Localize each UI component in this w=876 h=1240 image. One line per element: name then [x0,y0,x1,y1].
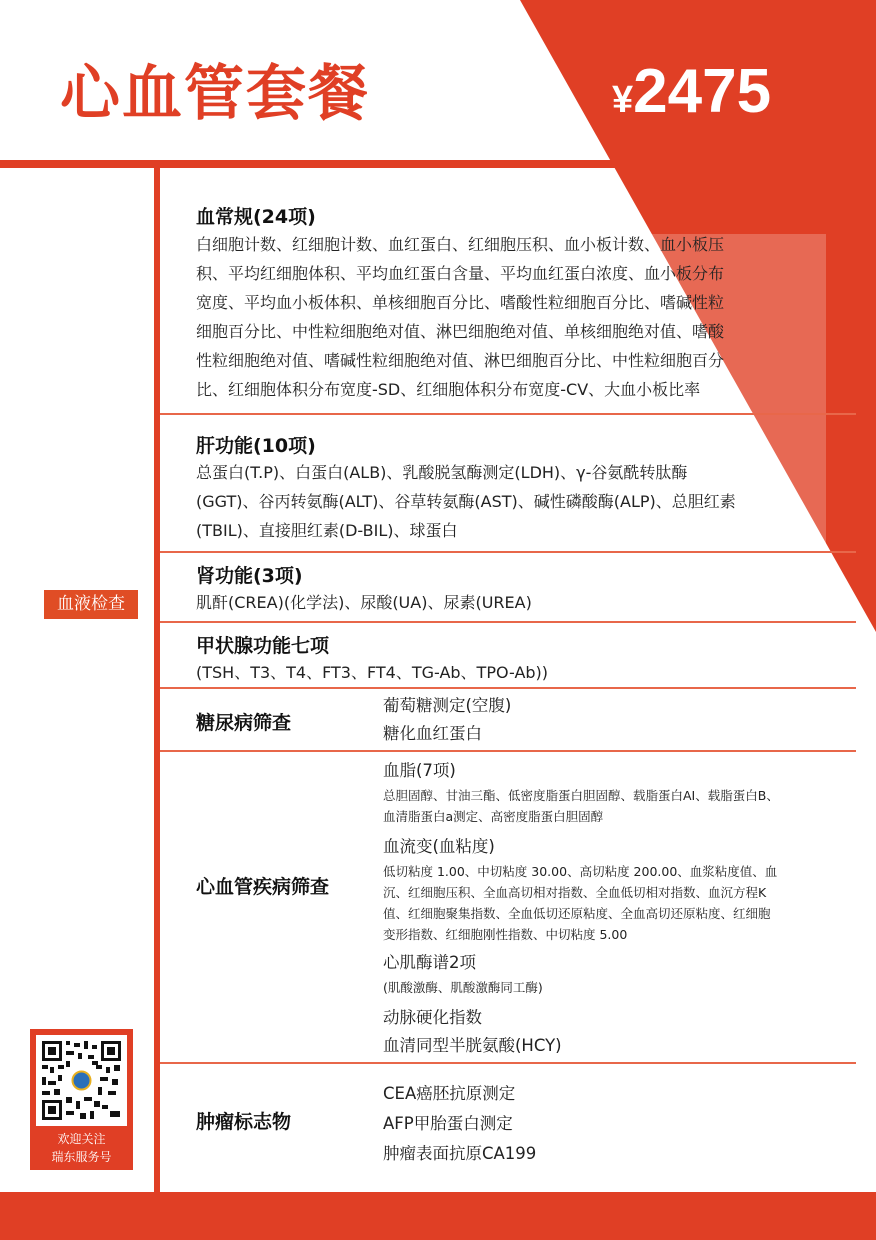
group-body [383,785,779,827]
category-label-blood-test: 血液检查 [44,590,138,619]
price-tag [612,56,771,127]
section-body [196,658,548,687]
header-divider [0,160,615,168]
list-item: 血清同型半胱氨酸(HCY) [383,1036,562,1055]
section-thyroid-function [196,631,548,687]
text-line: 白细胞计数、红细胞计数、血红蛋白、红细胞压积、血小板计数、血小板压 [196,235,725,254]
qr-caption-line2: 瑞东服务号 [51,1150,112,1164]
section-blood-routine [196,202,724,404]
text-line: 细胞百分比、中性粒细胞绝对值、淋巴细胞绝对值、单核细胞绝对值、嗜酸 [196,322,725,341]
qr-caption [30,1130,133,1166]
text-line: (GGT)、谷丙转氨酶(ALT)、谷草转氨酶(AST)、碱性磷酸酶(ALP)、总胆红素 [196,492,736,511]
qr-code-box[interactable] [30,1029,133,1170]
section-body [196,588,532,617]
list-item: CEA癌胚抗原测定 [383,1084,516,1103]
section-liver-function [196,431,736,545]
text-line: 血清脂蛋白a测定、高密度脂蛋白胆固醇 [383,809,604,824]
row-divider [160,413,856,415]
list-item: 肿瘤表面抗原CA199 [383,1144,537,1163]
text-line: 沉、红细胞压积、全血高切相对指数、全血低切相对指数、血沉方程K [383,885,767,900]
row-divider [160,1062,856,1064]
category-diabetes: 糖尿病筛查 [196,712,292,734]
row-divider [160,687,856,689]
text-line: 性粒细胞绝对值、嗜碱性粒细胞绝对值、淋巴细胞百分比、中性粒细胞百分 [196,351,725,370]
text-line: 肌酐(CREA)(化学法)、尿酸(UA)、尿素(UREA) [196,593,532,612]
text-line: 值、红细胞聚集指数、全血低切还原粘度、全血高切还原粘度、红细胞 [383,906,771,921]
section-body [196,230,724,404]
text-line: 积、平均红细胞体积、平均血红蛋白含量、平均血红蛋白浓度、血小板分布 [196,264,725,283]
row-divider [160,750,856,752]
price-value: 2475 [633,57,772,126]
tumor-items [383,1079,536,1169]
section-heading: 肾功能(3项) [196,565,303,587]
row-divider [160,551,856,553]
row-divider [160,621,856,623]
category-cardiovascular: 心血管疾病筛查 [196,876,330,898]
group-title: 血脂(7项) [383,761,456,780]
group-title: 心肌酶谱2项 [383,953,476,972]
text-line: (TBIL)、直接胆红素(D-BIL)、球蛋白 [196,521,458,540]
group-body [383,977,779,998]
section-body [196,458,736,545]
section-heading: 血常规(24项) [196,206,316,228]
text-line: 宽度、平均血小板体积、单核细胞百分比、嗜酸性粒细胞百分比、嗜碱性粒 [196,293,725,312]
section-heading: 肝功能(10项) [196,435,316,457]
qr-caption-line1: 欢迎关注 [57,1132,106,1146]
text-line: (TSH、T3、T4、FT3、FT4、TG-Ab、TPO-Ab)) [196,663,549,682]
text-line: 总蛋白(T.P)、白蛋白(ALB)、乳酸脱氢酶测定(LDH)、γ-谷氨酰转肽酶 [196,463,688,482]
text-line: 低切粘度 1.00、中切粘度 30.00、高切粘度 200.00、血浆粘度值、血 [383,864,778,879]
text-line: 变形指数、红细胞刚性指数、中切粘度 5.00 [383,927,628,942]
footer-bar [0,1192,876,1240]
group-body [383,861,779,945]
list-item: 葡萄糖测定(空腹) [383,696,512,715]
qr-code-icon[interactable] [36,1035,127,1126]
section-heading: 甲状腺功能七项 [196,635,330,657]
diabetes-items [383,692,511,748]
list-item: 糖化血红蛋白 [383,724,482,743]
cardio-groups [383,757,779,1060]
text-line: (肌酸激酶、肌酸激酶同工酶) [383,980,543,995]
currency-symbol: ¥ [612,79,634,121]
list-item: AFP甲胎蛋白测定 [383,1114,513,1133]
group-title: 血流变(血粘度) [383,837,495,856]
category-tumor-markers: 肿瘤标志物 [196,1111,292,1133]
page-title: 心血管套餐 [60,59,370,129]
text-line: 比、红细胞体积分布宽度-SD、红细胞体积分布宽度-CV、大血小板比率 [196,380,701,399]
section-kidney-function [196,561,532,617]
text-line: 总胆固醇、甘油三酯、低密度脂蛋白胆固醇、载脂蛋白AⅠ、载脂蛋白B、 [383,788,779,803]
list-item: 动脉硬化指数 [383,1008,482,1027]
vertical-divider [154,168,160,1192]
